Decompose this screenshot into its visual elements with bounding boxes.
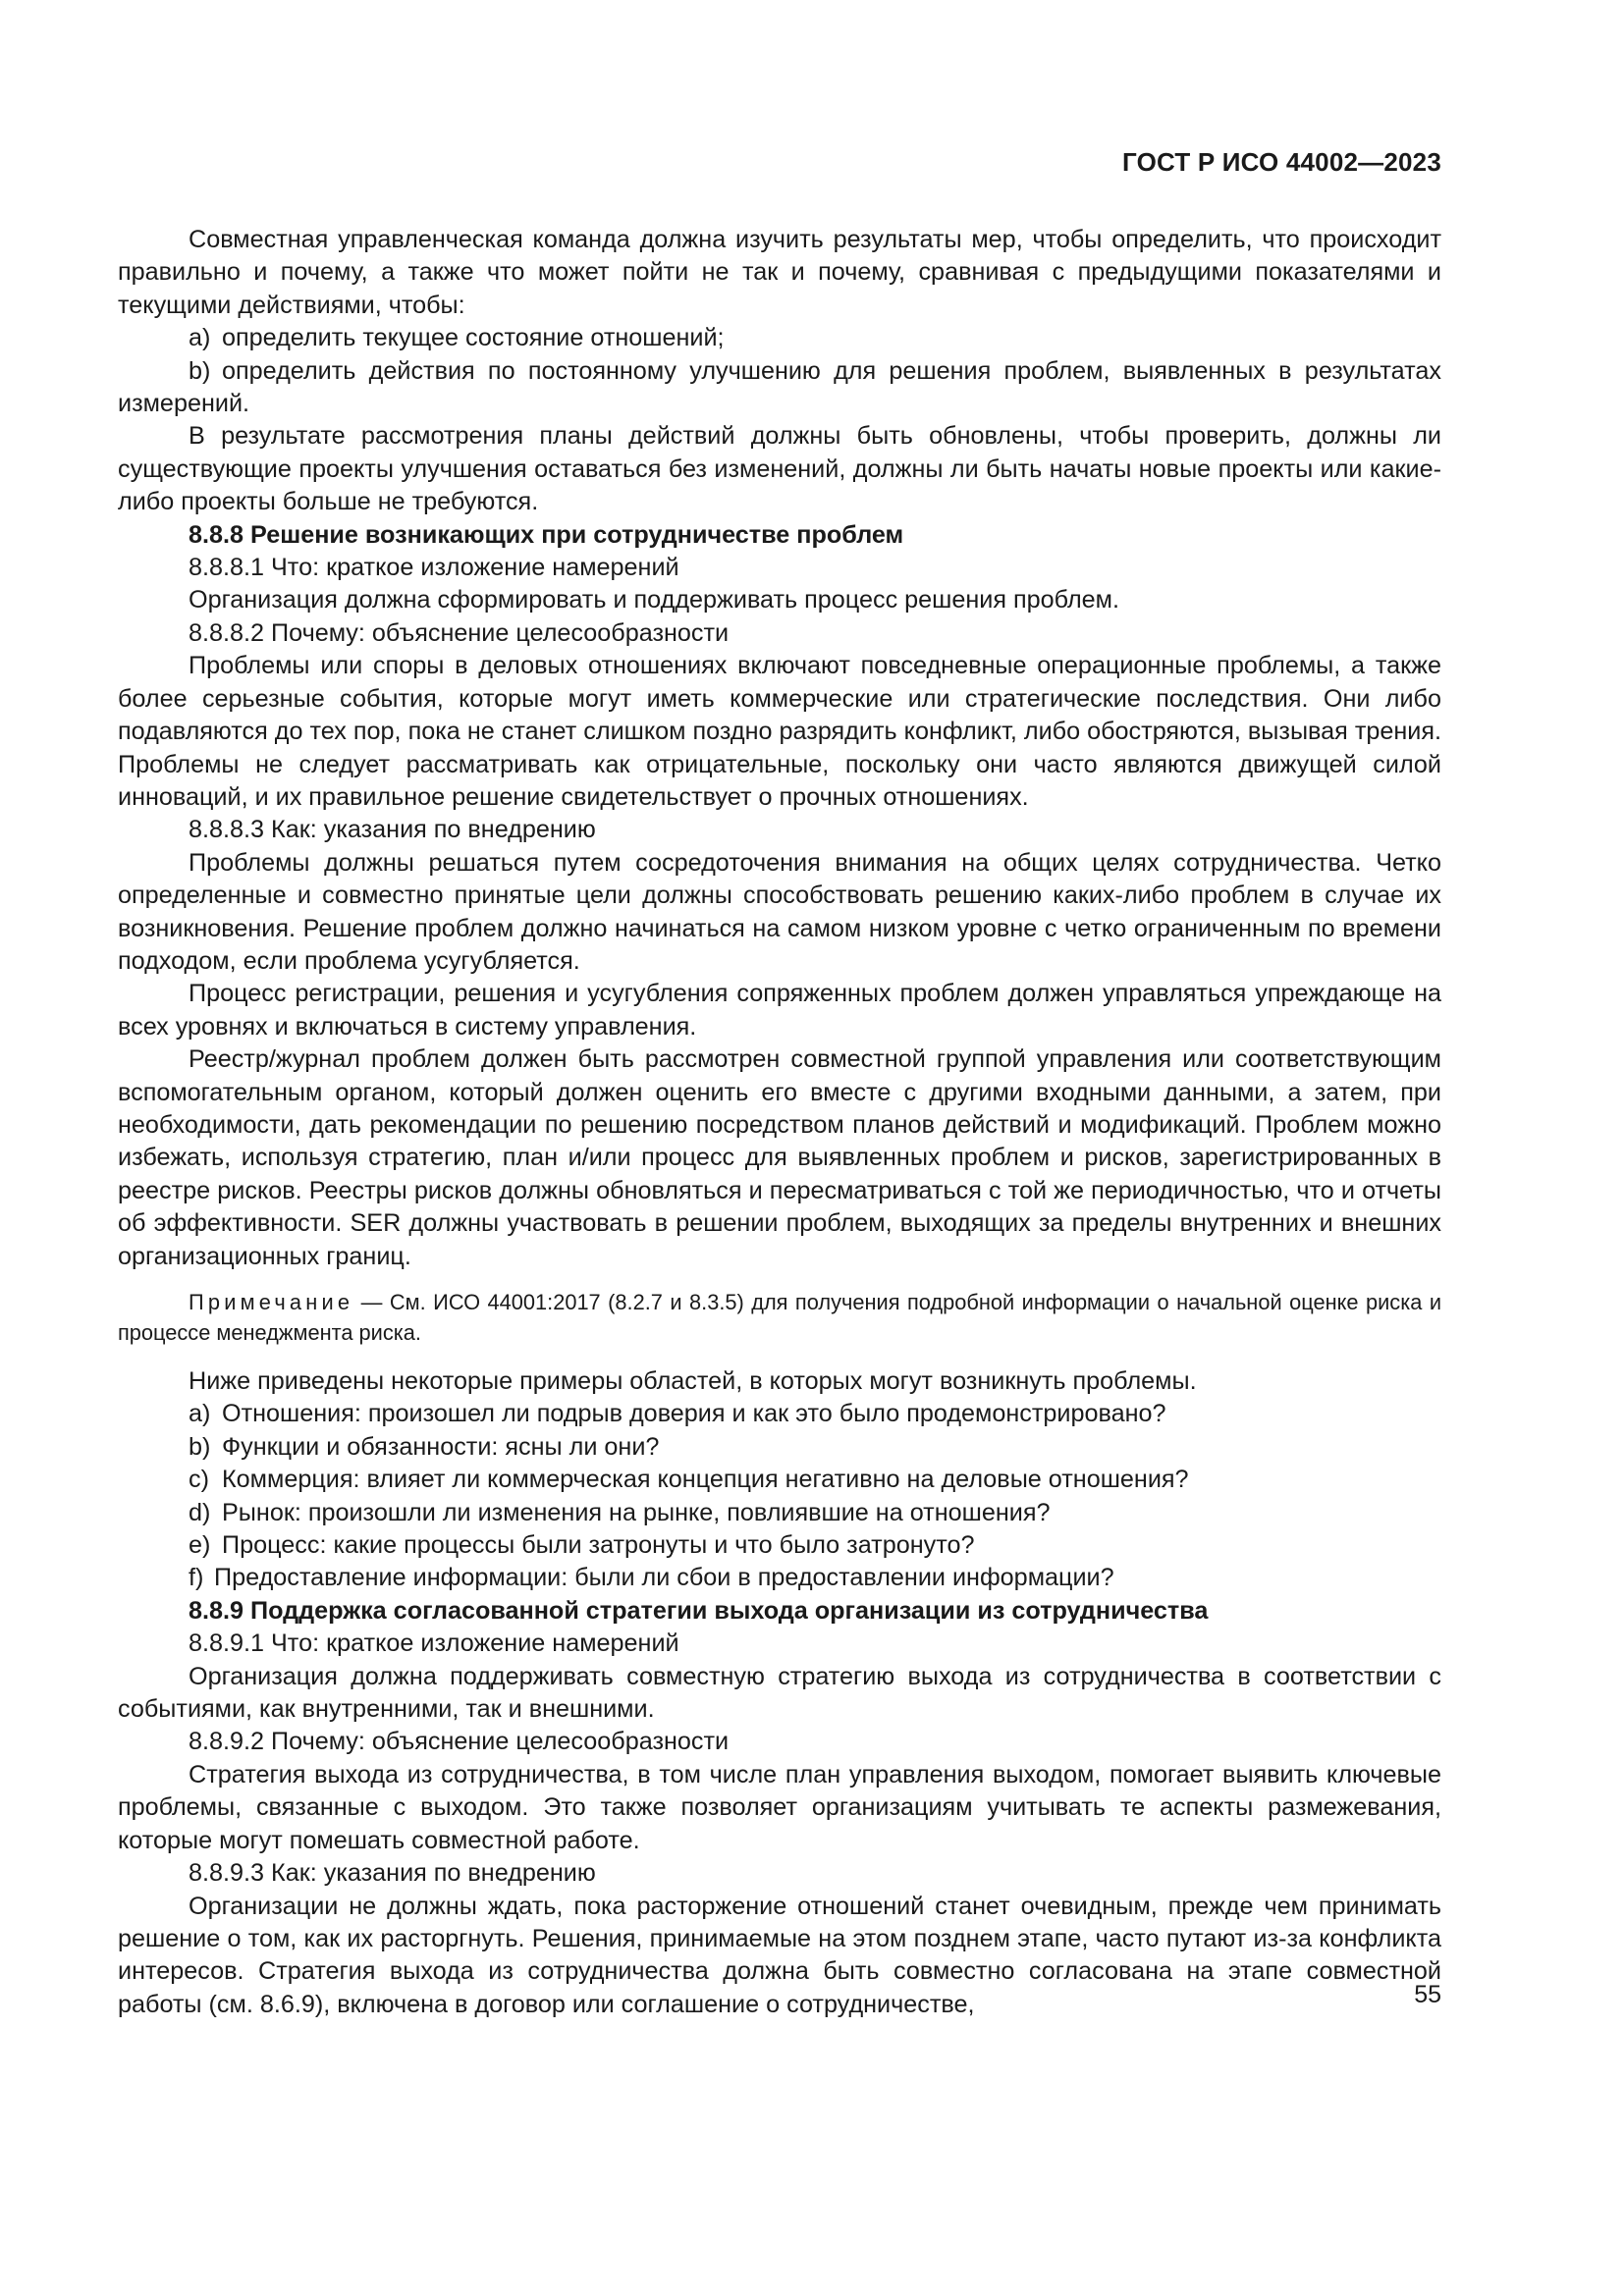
list-item bbox=[118, 1529, 1441, 1562]
document-header: ГОСТ Р ИСО 44002—2023 bbox=[1121, 147, 1441, 177]
subsection-label: 8.8.8.3 Как: указания по внедрению bbox=[189, 816, 596, 844]
subsection-label: 8.8.9.1 Что: краткое изложение намерений bbox=[189, 1629, 679, 1658]
list-marker: a) bbox=[189, 324, 211, 352]
document-body bbox=[118, 224, 1441, 2021]
list-item bbox=[118, 322, 1441, 354]
list-item bbox=[118, 1431, 1441, 1464]
subsection-label: 8.8.8.1 Что: краткое изложение намерений bbox=[189, 554, 679, 582]
list-item-text: определить действия по постоянному улучшению для решения проблем, выявленных в результатах измерений. bbox=[118, 356, 1441, 418]
list-marker: f) bbox=[189, 1564, 204, 1592]
list-item bbox=[118, 1497, 1441, 1529]
section-heading: 8.8.8 Решение возникающих при сотрудничестве проблем bbox=[189, 520, 904, 549]
list-marker: e) bbox=[189, 1531, 211, 1560]
paragraph: Проблемы или споры в деловых отношениях включают повседневные операционные проблемы, а также более серьезные события, которые могут иметь коммерческие или стратегические последствия. Они либо подавляются до тех пор, пока не станет слишком поздно разрядить конфликт, либо обостряются, вызывая трения. Проблемы не следует рассматривать как отрицательные, поскольку они часто являются движущей силой инноваций, и их правильное решение свидетельствует о прочных отношениях. bbox=[118, 652, 1441, 811]
paragraph: В результате рассмотрения планы действий должны быть обновлены, чтобы проверить, должны ли существующие проекты улучшения оставаться без изменений, должны ли быть начаты новые проекты или какие-либо проекты больше не требуются. bbox=[118, 422, 1441, 516]
list-item bbox=[118, 355, 1441, 421]
list-item-text: определить текущее состояние отношений; bbox=[222, 324, 725, 352]
list-marker: b) bbox=[189, 1432, 211, 1461]
subsection-label: 8.8.9.2 Почему: объяснение целесообразности bbox=[189, 1728, 730, 1756]
section-heading: 8.8.9 Поддержка согласованной стратегии выхода организации из сотрудничества bbox=[189, 1596, 1209, 1625]
paragraph: Ниже приведены некоторые примеры областей, в которых могут возникнуть проблемы. bbox=[189, 1367, 1197, 1395]
paragraph: Реестр/журнал проблем должен быть рассмотрен совместной группой управления или соответствующим вспомогательным органом, который должен оценить его вместе с другими входными данными, а затем, при необходимости, дать рекомендации по решению посредством планов действий и модификаций. Проблем можно избежать, используя стратегию, план и/или процесс для выявленных проблем и рисков, зарегистрированных в реестре рисков. Реестры рисков должны обновляться и пересматриваться с той же периодичностью, что и отчеты об эффективности. SER должны участвовать в решении проблем, выходящих за пределы внутренних и внешних организационных границ. bbox=[118, 1045, 1441, 1270]
subsection-label: 8.8.8.2 Почему: объяснение целесообразности bbox=[189, 618, 730, 647]
list-item bbox=[118, 1562, 1441, 1594]
list-marker: a) bbox=[189, 1400, 211, 1428]
paragraph: Проблемы должны решаться путем сосредоточения внимания на общих целях сотрудничества. Четко определенные и совместно принятые цели должны способствовать решению каких-либо проблем в случае их возникновения. Решение проблем должно начинаться на самом низком уровне с четко ограниченным по времени подходом, если проблема усугубляется. bbox=[118, 848, 1441, 975]
list-item bbox=[118, 1464, 1441, 1496]
page-number: 55 bbox=[1414, 1981, 1441, 2008]
list-item-text: Процесс: какие процессы были затронуты и что было затронуто? bbox=[222, 1531, 975, 1560]
subsection-label: 8.8.9.3 Как: указания по внедрению bbox=[189, 1859, 596, 1888]
list-item-text: Функции и обязанности: ясны ли они? bbox=[222, 1432, 660, 1461]
list-item-text: Рынок: произошли ли изменения на рынке, повлиявшие на отношения? bbox=[222, 1498, 1051, 1526]
note-text: — См. ИСО 44001:2017 (8.2.7 и 8.3.5) для получения подробной информации о начальной оценке риска и процессе менеджмента риска. bbox=[118, 1290, 1441, 1345]
list-marker: c) bbox=[189, 1466, 209, 1494]
paragraph: Процесс регистрации, решения и усугубления сопряженных проблем должен управляться упреждающе на всех уровнях и включаться в систему управления. bbox=[118, 980, 1441, 1041]
paragraph: Организация должна поддерживать совместную стратегию выхода из сотрудничества в соответствии с событиями, как внутренними, так и внешними. bbox=[118, 1662, 1441, 1724]
list-item-text: Отношения: произошел ли подрыв доверия и как это было продемонстрировано? bbox=[222, 1400, 1166, 1428]
list-marker: b) bbox=[189, 356, 211, 385]
note-label: Примечание bbox=[189, 1290, 354, 1314]
paragraph: Стратегия выхода из сотрудничества, в том числе план управления выходом, помогает выявить ключевые проблемы, связанные с выходом. Это также позволяет организациям учитывать те аспекты размежевания, которые могут помешать совместной работе. bbox=[118, 1760, 1441, 1854]
list-item-text: Коммерция: влияет ли коммерческая концепция негативно на деловые отношения? bbox=[222, 1466, 1189, 1494]
note bbox=[118, 1287, 1441, 1348]
paragraph: Организация должна сформировать и поддерживать процесс решения проблем. bbox=[189, 586, 1119, 614]
paragraph: Совместная управленческая команда должна изучить результаты мер, чтобы определить, что происходит правильно и почему, а также что может пойти не так и почему, сравнивая с предыдущими показателями и текущими действиями, чтобы: bbox=[118, 226, 1441, 319]
list-marker: d) bbox=[189, 1498, 211, 1526]
list-item bbox=[118, 1398, 1441, 1430]
list-item-text: Предоставление информации: были ли сбои в предоставлении информации? bbox=[214, 1564, 1114, 1592]
paragraph: Организации не должны ждать, пока расторжение отношений станет очевидным, прежде чем принимать решение о том, как их расторгнуть. Решения, принимаемые на этом позднем этапе, часто путают из-за конфликта интересов. Стратегия выхода из сотрудничества должна быть совместно согласована на этапе совместной работы (см. 8.6.9), включена в договор или соглашение о сотрудничестве, bbox=[118, 1892, 1441, 2018]
